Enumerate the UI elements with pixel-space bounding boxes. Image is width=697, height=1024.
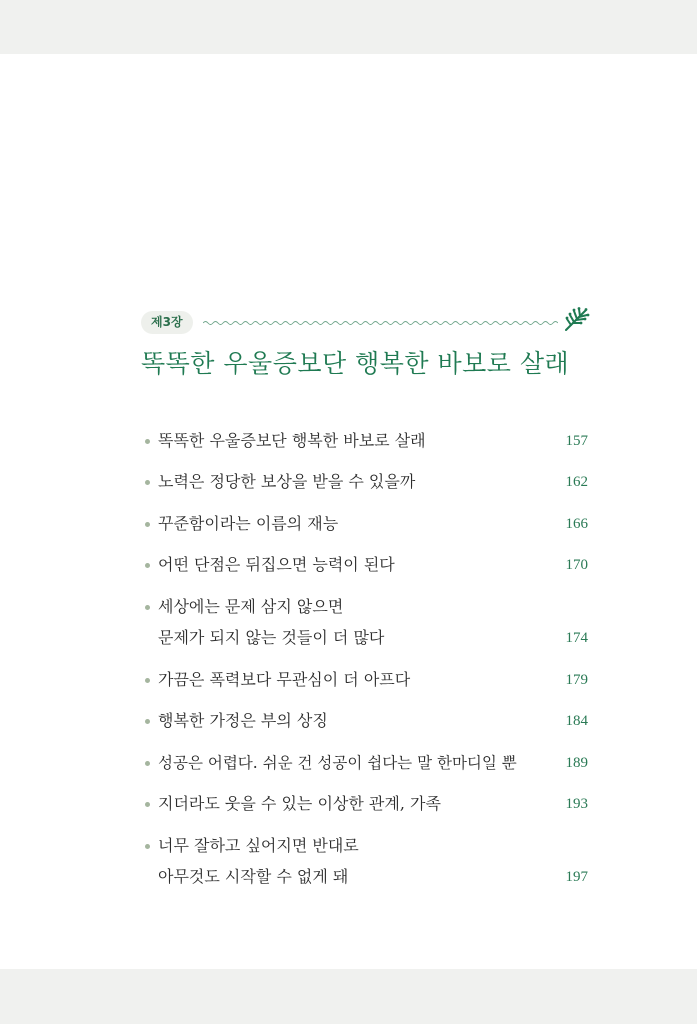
bottom-margin-band <box>0 969 697 1024</box>
bullet-icon <box>145 480 150 485</box>
toc-page-number: 162 <box>565 474 588 490</box>
toc-item-title-line-1: 너무 잘하고 싶어지면 반대로 <box>158 836 359 855</box>
sprig-icon <box>564 306 590 332</box>
toc-item-title: 노력은 정당한 보상을 받을 수 있을까 <box>158 472 416 491</box>
toc-item-title: 성공은 어렵다. 쉬운 건 성공이 쉽다는 말 한마디일 뿐 <box>158 754 517 772</box>
bullet-icon <box>145 605 150 610</box>
toc-page-number: 170 <box>565 557 588 573</box>
top-margin-band <box>0 0 697 54</box>
toc-page-number: 189 <box>565 755 588 771</box>
chapter-header <box>141 310 591 336</box>
toc-page-number: 166 <box>565 516 588 532</box>
toc-item-title-line-2: 아무것도 시작할 수 없게 돼 <box>158 867 349 886</box>
bullet-icon <box>145 522 150 527</box>
bullet-icon <box>145 678 150 683</box>
chapter-title: 똑똑한 우울증보단 행복한 바보로 살래 <box>141 349 570 378</box>
bullet-icon <box>145 719 150 724</box>
toc-page-number: 179 <box>565 672 588 688</box>
toc-item-title: 가끔은 폭력보다 무관심이 더 아프다 <box>158 670 411 689</box>
toc-page-number: 193 <box>565 796 588 812</box>
toc-page-number: 157 <box>565 433 588 449</box>
toc-item-title-line-2: 문제가 되지 않는 것들이 더 많다 <box>158 628 385 647</box>
toc-item-title: 어떤 단점은 뒤집으면 능력이 된다 <box>158 555 395 574</box>
toc-item-title: 똑똑한 우울증보단 행복한 바보로 살래 <box>158 431 426 450</box>
toc-item-title-line-1: 세상에는 문제 삼지 않으면 <box>158 597 344 616</box>
toc-item-title: 행복한 가정은 부의 상징 <box>158 711 328 730</box>
bullet-icon <box>145 761 150 766</box>
bullet-icon <box>145 844 150 849</box>
bullet-icon <box>145 802 150 807</box>
toc-page-number: 197 <box>565 869 588 885</box>
bullet-icon <box>145 439 150 444</box>
chapter-badge: 제3장 <box>141 311 193 334</box>
toc-page-number: 184 <box>565 713 588 729</box>
toc-item-title: 지더라도 웃을 수 있는 이상한 관계, 가족 <box>158 794 441 813</box>
toc-item-title: 꾸준함이라는 이름의 재능 <box>158 514 339 533</box>
wavy-divider-icon <box>203 320 558 326</box>
toc-page-number: 174 <box>565 630 588 646</box>
bullet-icon <box>145 563 150 568</box>
